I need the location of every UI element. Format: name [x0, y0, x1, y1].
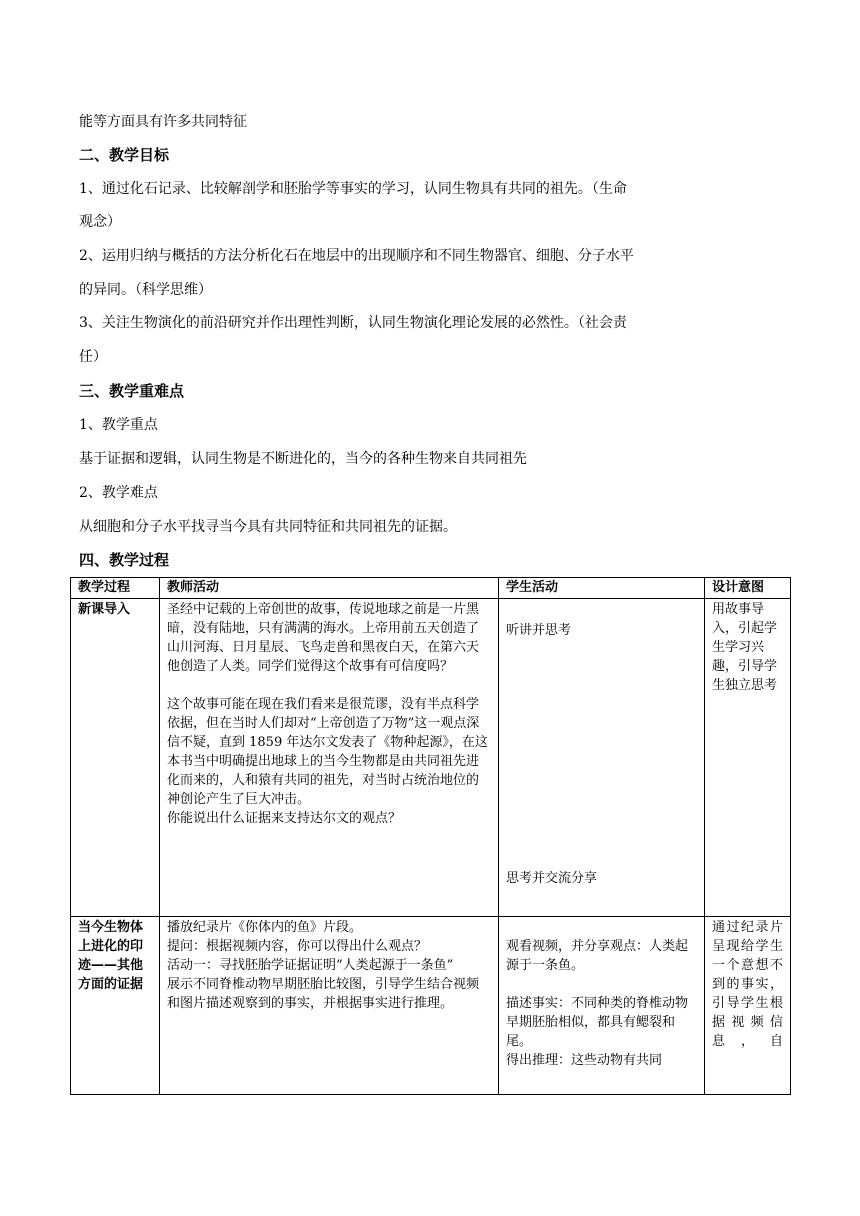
- section2-heading: 二、教学目标: [79, 146, 170, 164]
- intro-tail-text: 能等方面具有许多共同特征: [79, 114, 247, 130]
- design-cell: 用故事导入，引起学生学习兴趣，引导学生独立思考: [705, 599, 791, 917]
- section3-heading: 三、教学重难点: [79, 382, 185, 400]
- student-activity: 听讲并思考: [506, 623, 572, 638]
- header-design: 设计意图: [705, 578, 791, 599]
- design-cell: 通过纪录片呈现给学生一个意想不到的事实，引导学生根据视频信息，自: [705, 917, 791, 1095]
- goal3-line1: 3、关注生物演化的前沿研究并作出理性判断，认同生物演化理论发展的必然性。（社会责: [79, 315, 627, 331]
- student-activity: 思考并交流分享: [506, 871, 598, 886]
- goal1-line2: 观念）: [79, 214, 121, 230]
- header-teacher: 教师活动: [160, 578, 499, 599]
- teacher-cell: [160, 917, 499, 1095]
- header-stage: 教学过程: [71, 578, 160, 599]
- teacher-paragraph: 播放纪录片《你体内的鱼》片段。: [167, 920, 363, 935]
- header-student: 学生活动: [499, 578, 705, 599]
- teaching-process-table: [70, 577, 791, 1095]
- stage-cell: 新课导入: [71, 599, 160, 917]
- teacher-paragraph: 活动一：寻找胚胎学证据证明“人类起源于一条鱼”: [167, 958, 454, 973]
- teacher-paragraph: 圣经中记载的上帝创世的故事，传说地球之前是一片黑暗，没有陆地，只有满满的海水。上帝用前五天创造了山川河海、日月星辰、飞鸟走兽和黑夜白天，在第六天他创造了人类。同学们觉得这个故事有可信度吗？: [167, 602, 480, 674]
- student-activity: 得出推理：这些动物有共同: [506, 1053, 663, 1068]
- goal2-line2: 的异同。（科学思维）: [79, 282, 212, 298]
- stage-cell: 当今生物体上进化的印迹——其他方面的证据: [71, 917, 160, 1095]
- table-row: [71, 599, 791, 917]
- teacher-paragraph: 展示不同脊椎动物早期胚胎比较图，引导学生结合视频和图片描述观察到的事实，并根据事实进行推理。: [167, 977, 480, 1011]
- teacher-paragraph: 提问：根据视频内容，你可以得出什么观点？: [167, 939, 428, 954]
- teacher-cell: [160, 599, 499, 917]
- goal2-line1: 2、运用归纳与概括的方法分析化石在地层中的出现顺序和不同生物器官、细胞、分子水平: [79, 248, 634, 264]
- teacher-question: 你能说出什么证据来支持达尔文的观点？: [167, 811, 402, 826]
- section4-heading: 四、教学过程: [79, 551, 170, 569]
- difficulty-label: 2、教学难点: [79, 485, 158, 501]
- teacher-paragraph: 这个故事可能在现在我们看来是很荒谬，没有半点科学依据，但在当时人们却对“上帝创造了万物”这一观点深信不疑，直到 1859 年达尔文发表了《物种起源》，在这本书当中明确提出地球上的当今生物都是由共同祖先进化而来的，人和猿有共同的祖先，对当时占统治地位的神创论产生了巨大冲击。: [167, 697, 488, 807]
- student-activity: 观看视频，并分享观点：人类起源于一条鱼。: [506, 939, 689, 973]
- table-row: [71, 917, 791, 1095]
- student-cell: [499, 917, 705, 1095]
- student-activity: 描述事实：不同种类的脊椎动物早期胚胎相似，都具有鳃裂和尾。: [506, 996, 689, 1049]
- key-point-label: 1、教学重点: [79, 417, 158, 433]
- goal1-line1: 1、通过化石记录、比较解剖学和胚胎学等事实的学习，认同生物具有共同的祖先。（生命: [79, 181, 627, 197]
- table-header-row: [71, 578, 791, 599]
- difficulty-text: 从细胞和分子水平找寻当今具有共同特征和共同祖先的证据。: [79, 519, 457, 535]
- key-point-text: 基于证据和逻辑，认同生物是不断进化的，当今的各种生物来自共同祖先: [79, 451, 527, 467]
- student-cell: [499, 599, 705, 917]
- goal3-line2: 任）: [79, 349, 107, 365]
